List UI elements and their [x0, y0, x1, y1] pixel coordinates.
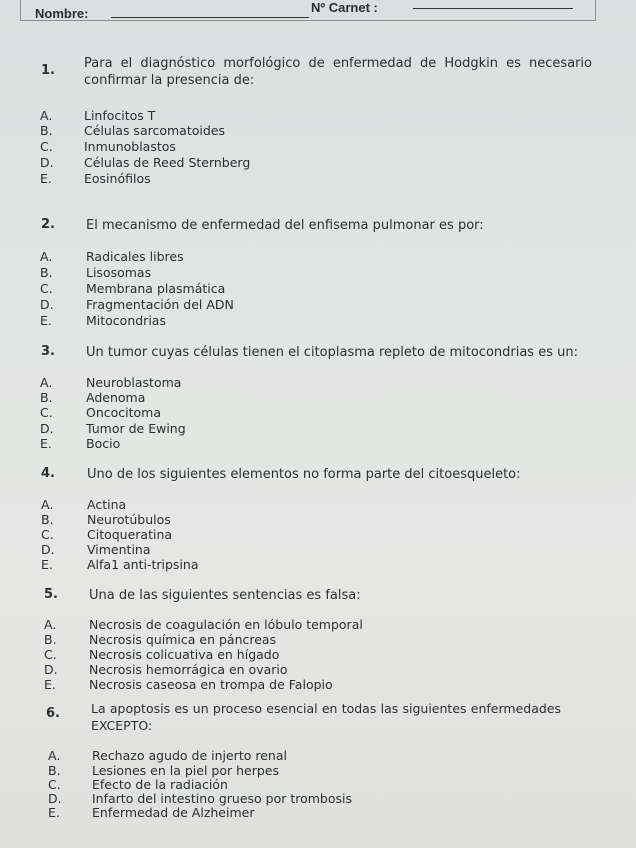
- option-text: Células sarcomatoides: [84, 123, 225, 138]
- option-letter: C.: [40, 139, 53, 154]
- option-text: Adenoma: [86, 390, 146, 405]
- option-text: Radicales libres: [86, 249, 184, 264]
- option-letter: C.: [40, 281, 53, 296]
- option-text: Linfocitos T: [84, 108, 156, 123]
- option-text: Inmunoblastos: [84, 139, 176, 154]
- name-blank-line: [111, 17, 309, 18]
- option-text: Alfa1 anti-tripsina: [87, 557, 199, 572]
- question-text: El mecanismo de enfermedad del enfisema pulmonar es por:: [86, 218, 484, 233]
- option-text: Bocio: [86, 436, 121, 451]
- option-letter: E.: [40, 436, 52, 451]
- option-letter: B.: [44, 632, 57, 647]
- option-text: Membrana plasmática: [86, 281, 226, 296]
- question-number: 3.: [41, 344, 55, 359]
- option-text: Necrosis hemorrágica en ovario: [89, 662, 288, 677]
- carnet-blank-line: [413, 8, 573, 9]
- option-letter: B.: [40, 390, 53, 405]
- option-text: Oncocitoma: [86, 405, 162, 420]
- option-letter: B.: [48, 763, 61, 778]
- question-text: La apoptosis es un proceso esencial en todas las siguientes enfermedades EXCEPTO:: [91, 701, 561, 733]
- option-text: Actina: [87, 497, 127, 512]
- question-text: Para el diagnóstico morfológico de enfermedad de Hodgkin es necesario confirmar la presencia de:: [84, 56, 592, 88]
- question-text: Un tumor cuyas células tienen el citoplasma repleto de mitocondrias es un:: [86, 345, 578, 360]
- option-letter: C.: [40, 405, 53, 420]
- option-letter: A.: [44, 617, 57, 632]
- option-letter: D.: [48, 791, 62, 806]
- student-info-box: [20, 0, 596, 21]
- option-letter: E.: [40, 313, 52, 328]
- option-letter: A.: [48, 748, 61, 763]
- option-text: Enfermedad de Alzheimer: [92, 805, 255, 820]
- option-text: Necrosis de coagulación en lóbulo temporal: [89, 617, 363, 632]
- option-letter: D.: [44, 662, 58, 677]
- question-text: Una de las siguientes sentencias es falsa:: [89, 588, 361, 603]
- option-letter: A.: [40, 249, 53, 264]
- question-number: 5.: [44, 587, 58, 602]
- question-number: 4.: [41, 466, 55, 481]
- option-text: Tumor de Ewing: [86, 421, 186, 436]
- option-text: Neuroblastoma: [86, 375, 182, 390]
- name-label: Nombre:: [35, 6, 89, 21]
- option-letter: D.: [41, 542, 55, 557]
- option-letter: A.: [40, 108, 53, 123]
- option-text: Lesiones en la piel por herpes: [92, 763, 279, 778]
- option-text: Células de Reed Sternberg: [84, 155, 251, 170]
- option-letter: E.: [40, 171, 52, 186]
- option-letter: E.: [44, 677, 56, 692]
- option-letter: B.: [40, 265, 53, 280]
- option-letter: E.: [48, 805, 60, 820]
- option-text: Necrosis química en páncreas: [89, 632, 277, 647]
- option-text: Fragmentación del ADN: [86, 297, 234, 312]
- option-text: Efecto de la radiación: [92, 777, 228, 792]
- option-letter: C.: [48, 777, 61, 792]
- option-text: Lisosomas: [86, 265, 152, 280]
- option-letter: B.: [41, 512, 54, 527]
- question-number: 6.: [46, 706, 60, 721]
- option-text: Necrosis colicuativa en hígado: [89, 647, 280, 662]
- option-text: Vimentina: [87, 542, 151, 557]
- option-text: Citoqueratina: [87, 527, 173, 542]
- carnet-label: Nº Carnet :: [311, 0, 378, 15]
- option-letter: D.: [40, 421, 54, 436]
- option-text: Rechazo agudo de injerto renal: [92, 748, 287, 763]
- option-text: Neurotúbulos: [87, 512, 171, 527]
- question-number: 1.: [41, 63, 55, 78]
- option-letter: A.: [40, 375, 53, 390]
- option-letter: D.: [40, 155, 54, 170]
- question-number: 2.: [41, 217, 55, 232]
- option-text: Eosinófilos: [84, 171, 151, 186]
- option-text: Necrosis caseosa en trompa de Falopio: [89, 677, 333, 692]
- option-letter: E.: [41, 557, 53, 572]
- option-text: Mitocondrias: [86, 313, 166, 328]
- question-text: Uno de los siguientes elementos no forma parte del citoesqueleto:: [87, 467, 521, 482]
- option-letter: C.: [44, 647, 57, 662]
- option-text: Infarto del intestino grueso por trombosis: [92, 791, 353, 806]
- option-letter: A.: [41, 497, 54, 512]
- option-letter: D.: [40, 297, 54, 312]
- option-letter: C.: [41, 527, 54, 542]
- option-letter: B.: [40, 123, 53, 138]
